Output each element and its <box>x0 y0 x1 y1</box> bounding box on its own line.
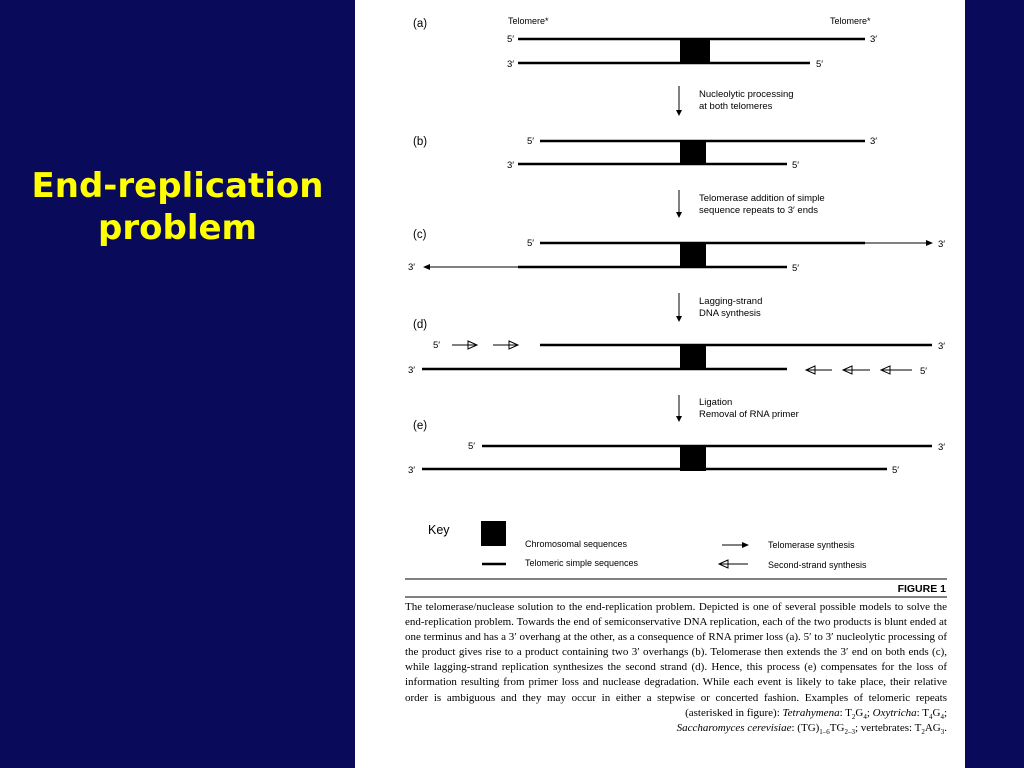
panel-label-c: (c) <box>413 229 427 241</box>
key-telomeric-label: Telomeric simple sequences <box>525 558 639 568</box>
step-arrowhead-1 <box>676 110 682 116</box>
panel-a-top-5: 5′ <box>507 34 515 45</box>
panel-d-bot-5: 5′ <box>920 366 928 377</box>
panel-e-top-3: 3′ <box>938 442 946 453</box>
caption-repeat-4a: ; vertebrates: T <box>854 721 922 734</box>
step-4-line-1: Ligation <box>699 397 733 408</box>
panel-e-chromosomal-block <box>680 445 706 471</box>
step-arrowhead-4 <box>676 416 682 422</box>
panel-d-second-strand-arrows-bottom <box>806 366 912 374</box>
step-3-line-2: DNA synthesis <box>699 308 761 319</box>
panel-b-top-3: 3′ <box>870 136 878 147</box>
key-telomerase-label: Telomerase synthesis <box>768 540 855 550</box>
panel-d-top-3: 3′ <box>938 341 946 352</box>
panel-d-top-5: 5′ <box>433 340 441 351</box>
caption-repeat-3a-sub: 1–6 <box>819 727 830 736</box>
panel-a-bot-5: 5′ <box>816 59 824 70</box>
telomere-right-label: Telomere* <box>830 16 871 26</box>
caption-organism-2: Oxytricha <box>872 706 917 719</box>
step-3-line-1: Lagging-strand <box>699 296 763 307</box>
caption-repeat-1b-sub: 4 <box>863 712 867 721</box>
panel-d-bot-3: 3′ <box>408 365 416 376</box>
caption-sep-2: ; <box>943 706 947 719</box>
caption-sep-1: ; <box>866 706 873 719</box>
key-second-strand-swatch <box>719 560 748 568</box>
panel-label-d: (d) <box>413 319 428 331</box>
panel-e-bot-5: 5′ <box>892 465 900 476</box>
step-arrowhead-3 <box>676 316 682 322</box>
key-chromosomal-swatch <box>481 521 506 546</box>
step-arrowhead-2 <box>676 212 682 218</box>
panel-d-second-strand-arrows-top <box>452 341 518 349</box>
caption-repeat-1a: : T <box>839 706 852 719</box>
step-2-line-2: sequence repeats to 3′ ends <box>699 205 819 216</box>
caption-organism-3: Saccharomyces cerevisiae <box>676 721 792 734</box>
caption-organism-1: Tetrahymena <box>782 706 840 719</box>
panel-b-bot-3: 3′ <box>507 160 515 171</box>
caption-repeat-3b: TG <box>829 721 845 734</box>
key-telomerase-arrowhead <box>742 542 749 548</box>
panel-c-bot-3: 3′ <box>408 262 416 273</box>
telomere-left-label: Telomere* <box>508 16 549 26</box>
caption-repeat-4b: AG <box>924 721 941 734</box>
panel-b-bot-5: 5′ <box>792 160 800 171</box>
panel-c-top-5: 5′ <box>527 238 535 249</box>
caption-repeat-4a-sub: 2 <box>921 727 925 736</box>
caption-end: . <box>944 721 947 734</box>
panel-e-bot-3: 3′ <box>408 465 416 476</box>
caption-repeat-1a-sub: 2 <box>851 712 856 721</box>
caption-repeat-1b: G <box>855 706 864 719</box>
caption-text: The telomerase/nuclease solution to the end-replication problem. Depicted is one of several possible models to solve the end-replication problem. Towards the end of semiconservative DNA replication, each of the two products is blunt ended at one terminus and has a 3′ overhang at the other, as a consequence of RNA primer loss (a). 5′ to 3′ nucleolytic processing of the product gives rise to a product containing two 3′ overhangs (b). Telomerase then extends the 3′ end on both ends (c), while lagging-strand replication synthesizes the second strand (d). Hence, this process (e) compensates for the loss of information resulting from primer loss and nuclease degradation. While each event is likely to take place, their relative order is ambiguous and they may occur in either a stepwise or concerted fashion. Examples of telomeric repeats (asterisked in figure): <box>405 601 947 719</box>
panel-a-chromosomal-block <box>680 38 710 64</box>
figure-label: FIGURE 1 <box>897 583 946 595</box>
caption-repeat-2a-sub: 4 <box>928 712 933 721</box>
figure-panel <box>355 0 965 768</box>
panel-a-bot-3: 3′ <box>507 59 515 70</box>
panel-c-chromosomal-block <box>680 242 706 268</box>
caption-repeat-3a: : (TG) <box>791 721 820 734</box>
panel-label-a: (a) <box>413 18 428 30</box>
title-line-2: problem <box>98 208 257 248</box>
key-title: Key <box>428 523 450 537</box>
key-second-strand-label: Second-strand synthesis <box>768 560 867 570</box>
caption-repeat-4b-sub: 3 <box>940 727 945 736</box>
panel-a-top-3: 3′ <box>870 34 878 45</box>
panel-b-top-5: 5′ <box>527 136 535 147</box>
step-1-line-2: at both telomeres <box>699 101 773 112</box>
panel-d-chromosomal-block <box>680 344 706 370</box>
slide-title <box>0 165 355 249</box>
panel-c-top-3: 3′ <box>938 239 946 250</box>
title-line-1: End-replication <box>31 166 324 206</box>
panel-label-b: (b) <box>413 136 428 148</box>
caption-repeat-2b: G <box>932 706 941 719</box>
panel-e-top-5: 5′ <box>468 441 476 452</box>
panel-c-telomerase-arrowhead-left <box>423 264 430 270</box>
panel-c-bot-5: 5′ <box>792 263 800 274</box>
caption-repeat-2b-sub: 4 <box>940 712 944 721</box>
panel-c-telomerase-arrowhead-right <box>926 240 933 246</box>
panel-b-chromosomal-block <box>680 140 706 165</box>
caption-repeat-2a: : T <box>916 706 929 719</box>
panel-label-e: (e) <box>413 420 428 432</box>
step-1-line-1: Nucleolytic processing <box>699 89 794 100</box>
caption-repeat-3b-sub: 2–3 <box>844 727 855 736</box>
figure-caption <box>405 600 947 736</box>
key-chromosomal-label: Chromosomal sequences <box>525 539 628 549</box>
step-4-line-2: Removal of RNA primer <box>699 409 799 420</box>
step-2-line-1: Telomerase addition of simple <box>699 193 825 204</box>
